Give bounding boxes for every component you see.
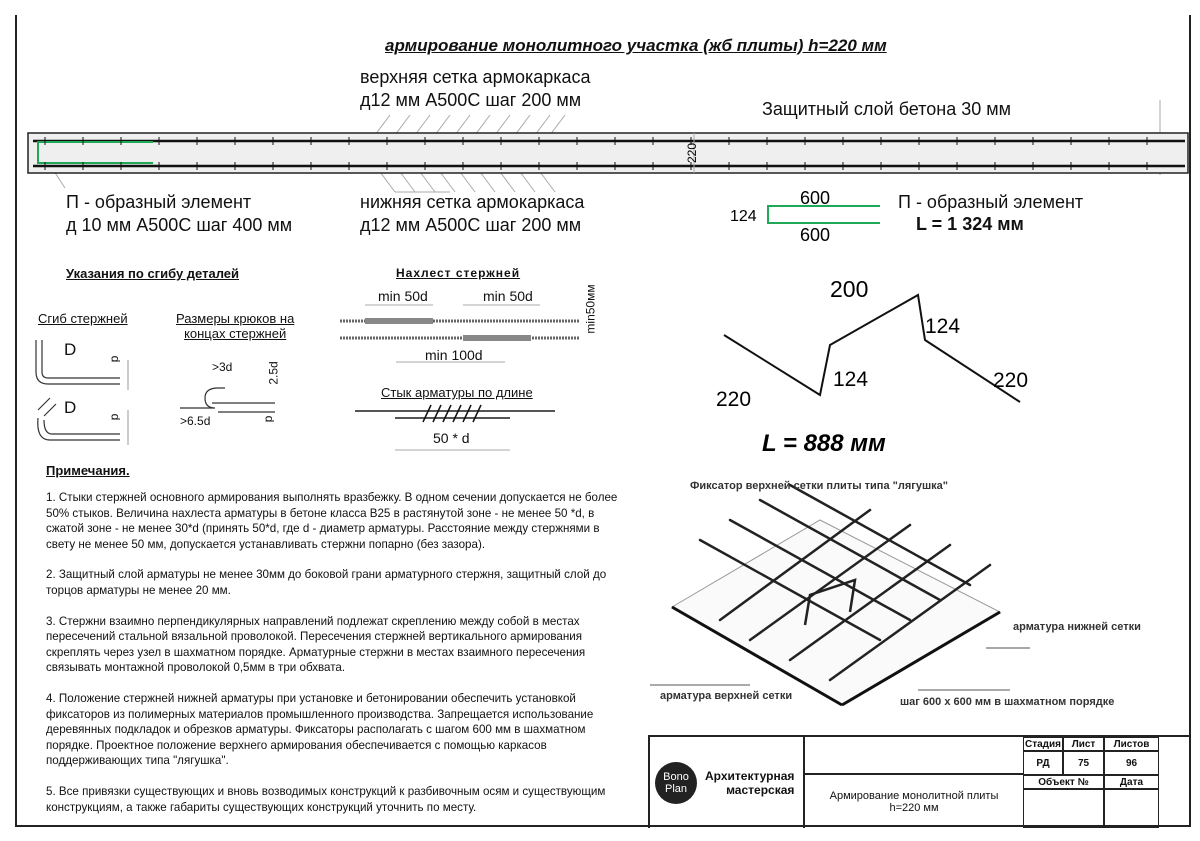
notes-heading: Примечания. <box>46 463 130 478</box>
frog-bottom-mesh-label: арматура нижней сетки <box>1013 621 1141 633</box>
z-dim-220b: 220 <box>993 369 1029 392</box>
slab-thickness-label: 220 <box>685 142 699 164</box>
hook-25d-label: 2.5d <box>266 361 281 385</box>
sheet-value: 75 <box>1063 751 1104 775</box>
concrete-cover-label: Защитный слой бетона 30 мм <box>762 99 1011 119</box>
note-item: 4. Положение стержней нижней арматуры при установке и бетонировании обеспечить установкой фиксаторов из полимерных материалов промышленного производства. Запрещается использование деревянных подкладок и обрезков арматуры. Фиксаторы располагать с шагом 600 мм в шахматном порядке. Проектное положение верхнего армирования обеспечивается с помощью каркасов поддерживающих типа "лягушка". <box>46 691 594 768</box>
z-dim-200: 200 <box>830 276 869 302</box>
date-value <box>1104 789 1159 828</box>
lap-sketches <box>340 305 580 450</box>
u-side-dim: 124 <box>730 208 757 225</box>
note-item: 2. Защитный слой арматуры не менее 30мм до боковой грани арматурного стержня, защитный слой до торцов арматуры не менее 20 мм. <box>46 568 607 597</box>
bend-title: Сгиб стержней <box>38 311 128 326</box>
note-item: 5. Все привязки существующих и вновь возводимых конструкций к разбивочным осям и существующим конструкциям, а также габариты существующих конструкций уточнить по месту. <box>46 784 606 814</box>
object-header: Объект № <box>1023 775 1104 789</box>
hook-3d-label: >3d <box>212 360 233 374</box>
stage-header: Стадия <box>1024 738 1061 750</box>
date-header: Дата <box>1104 775 1159 789</box>
blank-cell <box>805 737 1023 775</box>
hook-d-label: d <box>262 415 277 423</box>
joint-title: Стык арматуры по длине <box>381 385 533 400</box>
lap-min100d: min 100d <box>425 347 483 363</box>
joint-length: 50 * d <box>433 430 470 446</box>
hook-65d-label: >6.5d <box>180 414 211 428</box>
frog-step-label: шаг 600 х 600 мм в шахматном порядке <box>900 696 1115 708</box>
frog-title: Фиксатор верхней сетки плиты типа "лягушка" <box>690 480 948 492</box>
z-dim-124b: 124 <box>833 368 869 391</box>
lap-min50mm: min50мм <box>583 284 598 334</box>
sheet-title: Армирование монолитной плиты h=220 мм <box>829 789 999 814</box>
sheets-header: Листов <box>1104 737 1159 751</box>
z-bar-detail <box>716 276 1028 457</box>
slab-section <box>28 100 1188 192</box>
z-dim-220a: 220 <box>716 388 752 411</box>
frog-top-mesh-label: арматура верхней сетки <box>660 690 793 702</box>
u-element-detail <box>730 188 880 245</box>
sheets-value: 96 <box>1104 751 1159 775</box>
bend-d-label: d <box>108 355 123 363</box>
hook-title: Размеры крюков на концах стержней <box>176 311 295 341</box>
sheet-header: Лист <box>1063 737 1104 751</box>
title-block <box>648 735 1190 828</box>
lap-min50d-2: min 50d <box>483 288 533 304</box>
u-bottom-dim: 600 <box>800 225 831 245</box>
top-mesh-label: верхняя сетка армокаркаса д12 мм А500С шаг 200 мм <box>360 67 591 110</box>
notes-list <box>46 490 626 830</box>
bend-D-label-2: D <box>64 398 77 417</box>
object-value <box>1023 789 1104 828</box>
z-dim-124a: 124 <box>925 315 961 338</box>
u-detail-length: L = 1 324 мм <box>916 214 1024 234</box>
stage-value: РД <box>1023 751 1063 775</box>
u-top-dim: 600 <box>800 188 831 208</box>
u-detail-label: П - образный элемент <box>898 192 1084 212</box>
lap-min50d-1: min 50d <box>378 288 428 304</box>
company-cell <box>650 737 805 828</box>
frog-fixture-drawing <box>650 485 1030 705</box>
bend-d-label-2: d <box>108 413 123 421</box>
company-name: Архитектурная мастерская <box>705 768 795 797</box>
bend-D-label: D <box>64 340 77 359</box>
page-title: армирование монолитного участка (жб плиты) h=220 мм <box>385 36 887 55</box>
bonoplan-logo: Bono Plan <box>655 762 697 804</box>
z-length: L = 888 мм <box>762 430 886 457</box>
bottom-mesh-label: нижняя сетка армокаркаса д12 мм А500С шаг 200 мм <box>360 192 585 235</box>
bending-heading: Указания по сгибу деталей <box>66 266 240 281</box>
note-item: 1. Стыки стержней основного армирования выполнять вразбежку. В одном сечении допускается не более 50% стыков. Величина нахлеста арматуры в бетоне класса В25 в растянутой зоне - не менее 50 *d, в сжатой зоне - не менее 30*d (принять 50*d, где d - диаметр арматуры. Расстояние между стержнями в свету не менее 50 мм, допускается устанавливать стержни попарно (без зазора). <box>46 491 618 551</box>
note-item: 3. Стержни взаимно перпендикулярных направлений подлежат скреплению между собой в местах пересечений стальной вязальной проволокой. Пересечения стержней вертикального армирования скреплять через узел в шахматном порядке. Арматурные стержни в местах взаимного пересечения связывать монтажной проволокой 0,5мм в три обхвата. <box>46 614 586 675</box>
u-element-label: П - образный элемент д 10 мм А500С шаг 400 мм <box>66 192 293 235</box>
lap-heading: Нахлест стержней <box>396 266 521 280</box>
